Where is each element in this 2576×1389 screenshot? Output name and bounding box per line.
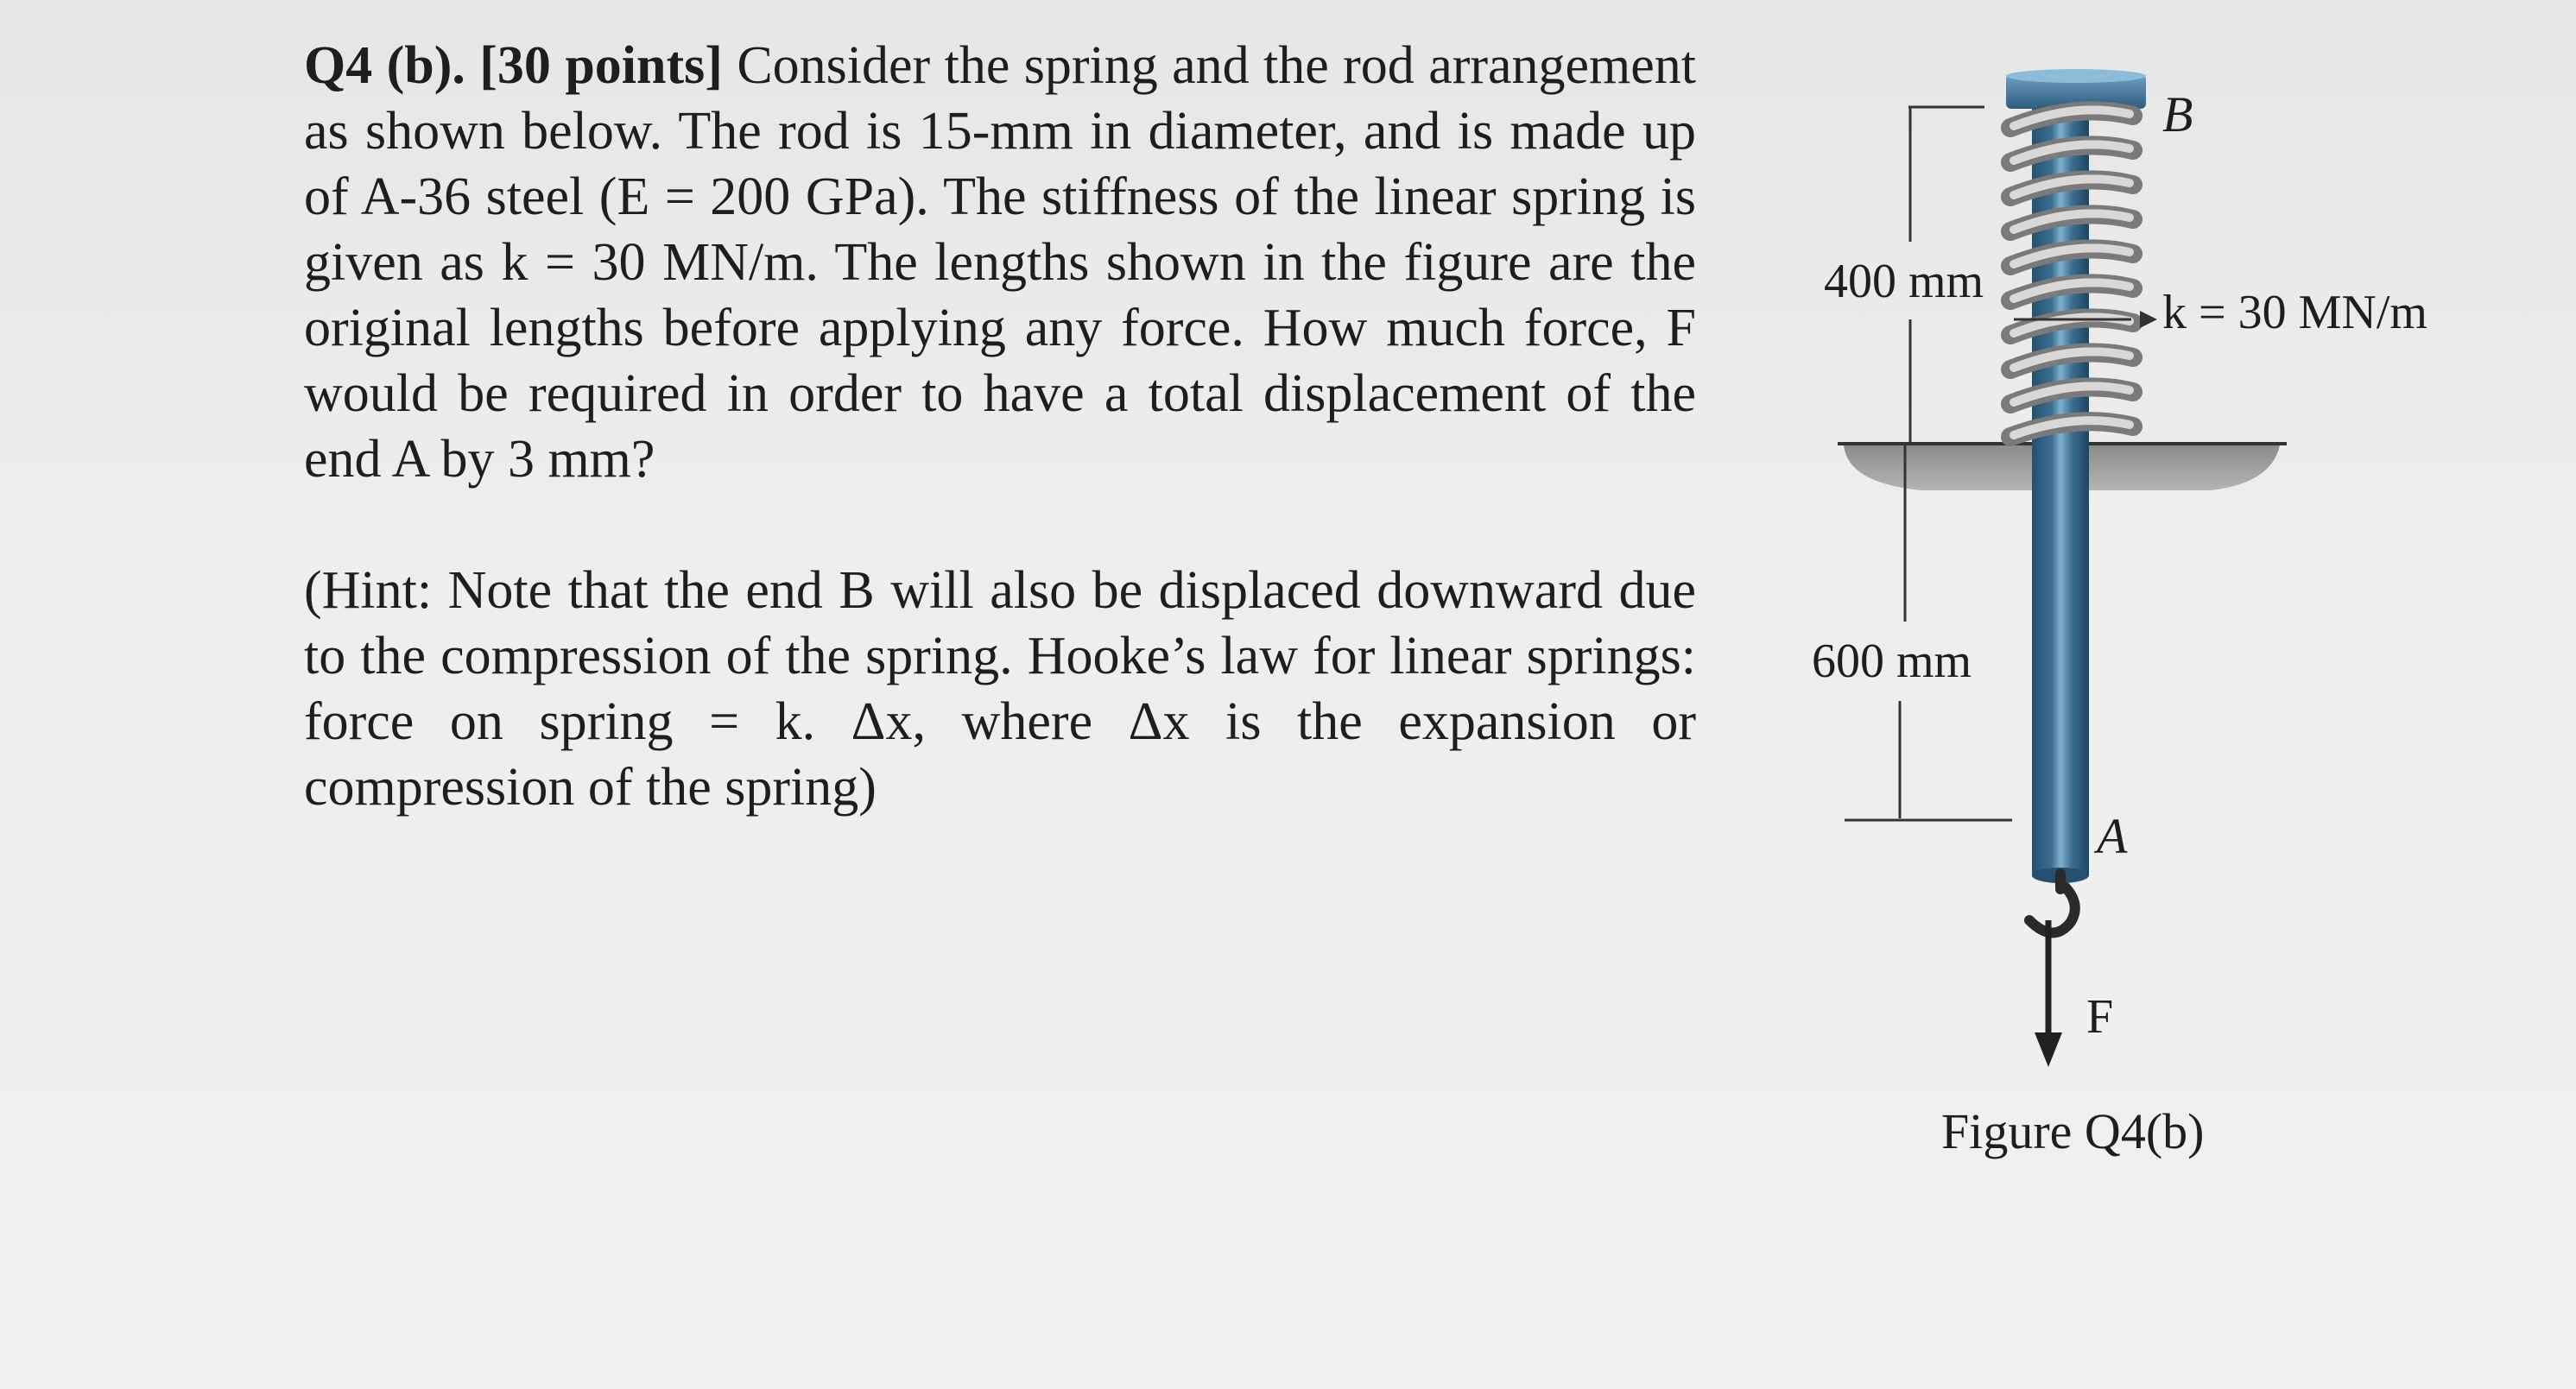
label-a: A	[2097, 808, 2128, 864]
figure-caption: Figure Q4(b)	[1941, 1103, 2205, 1159]
dim-upper-label: 400 mm	[1824, 255, 1984, 308]
label-f: F	[2086, 990, 2114, 1044]
stiffness-leader-arrow	[2140, 311, 2157, 328]
question-heading: Q4 (b). [30 points]	[304, 36, 723, 95]
label-b: B	[2162, 86, 2193, 142]
stiffness-label: k = 30 MN/m	[2162, 286, 2427, 339]
dim-lower-label: 600 mm	[1812, 635, 1972, 688]
hint-paragraph: (Hint: Note that the end B will also be displaced downward due to the compression of the spring. Hooke’s law for linear springs: force on spring = k. Δx, where Δx is the expansion or compression of the spring)	[304, 561, 1696, 817]
force-arrow	[2035, 920, 2062, 1067]
question-body: Consider the spring and the rod arrangement as shown below. The rod is 15-mm in diameter, and is made up of A-36 steel (E = 200 GPa). The stiffness of the linear spring is given as k = 30 MN/m. The lengths shown in the figure are the original lengths before applying any force. How much force, F would be required in order to have a total displacement of the end A by 3 mm?	[304, 36, 1697, 489]
